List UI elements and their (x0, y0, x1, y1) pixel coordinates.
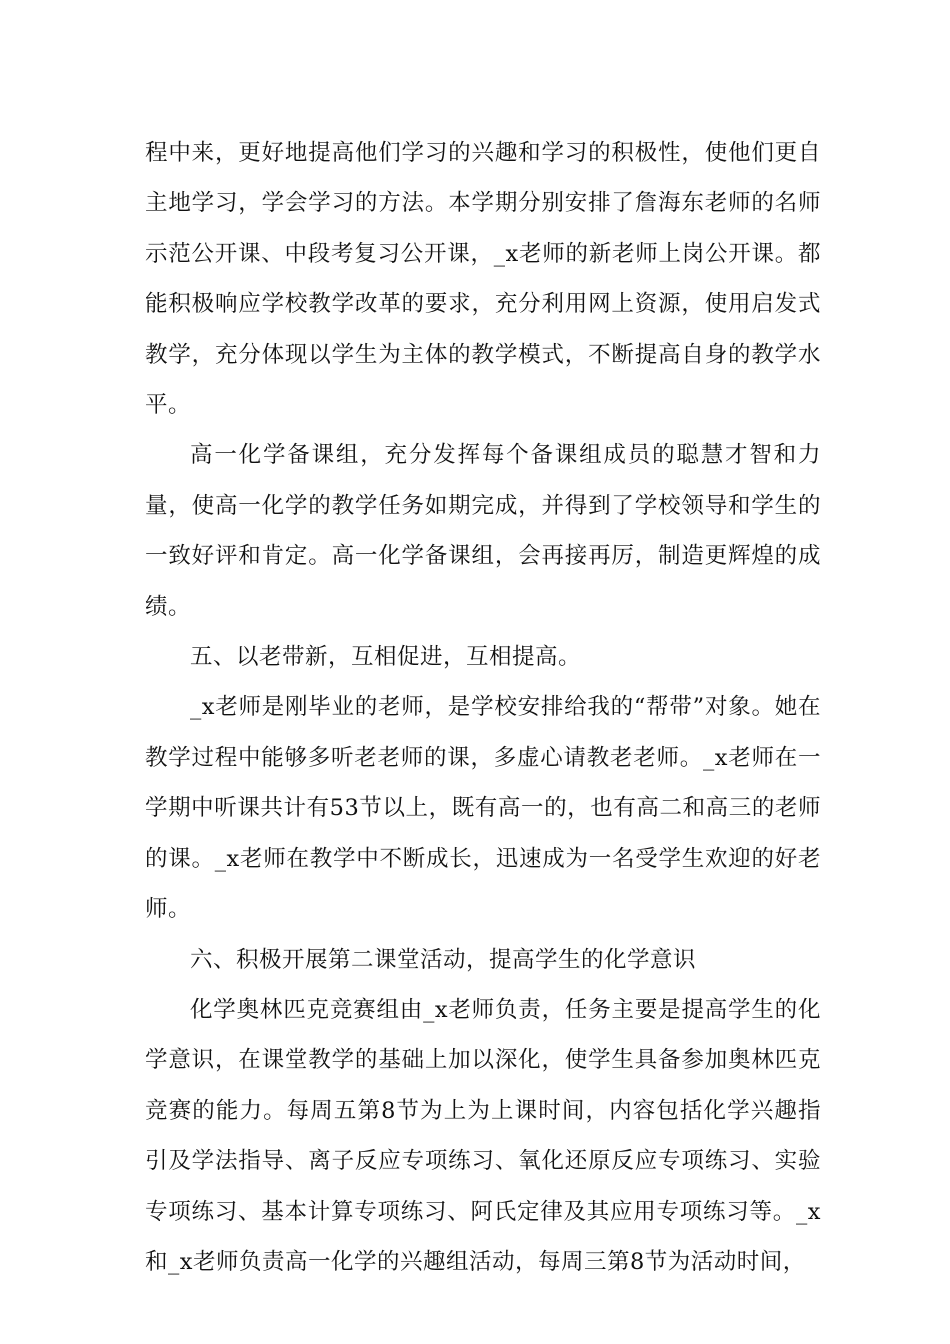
section-heading: 六、积极开展第二课堂活动，提高学生的化学意识 (190, 946, 697, 973)
body-paragraph: 高一化学备课组，充分发挥每个备课组成员的聪慧才智和力量，使高一化学的教学任务如期完成，并得到了学校领导和学生的一致好评和肯定。高一化学备课组，会再接再厉，制造更辉煌的成绩。 (145, 442, 821, 620)
document-body (145, 128, 821, 1287)
section-heading: 五、以老带新，互相促进，互相提高。 (190, 644, 582, 671)
body-paragraph: _x老师是刚毕业的老师，是学校安排给我的“帮带”对象。她在教学过程中能够多听老老师的课，多虚心请教老老师。_x老师在一学期中听课共计有53节以上，既有高一的，也有高二和高三的老师的课。_x老师在教学中不断成长，迅速成为一名受学生欢迎的好老师。 (145, 694, 821, 923)
body-paragraph: 化学奥林匹克竞赛组由_x老师负责，任务主要是提高学生的化学意识，在课堂教学的基础上加以深化，使学生具备参加奥林匹克竞赛的能力。每周五第8节为上为上课时间，内容包括化学兴趣指引及学法指导、离子反应专项练习、氧化还原反应专项练习、实验专项练习、基本计算专项练习、阿氏定律及其应用专项练习等。_x和_x老师负责高一化学的兴趣组活动，每周三第8节为活动时间， (145, 996, 821, 1275)
body-paragraph: 程中来，更好地提高他们学习的兴趣和学习的积极性，使他们更自主地学习，学会学习的方法。本学期分别安排了詹海东老师的名师示范公开课、中段考复习公开课，_x老师的新老师上岗公开课。都能积极响应学校教学改革的要求，充分利用网上资源，使用启发式教学，充分体现以学生为主体的教学模式，不断提高自身的教学水平。 (145, 140, 821, 419)
